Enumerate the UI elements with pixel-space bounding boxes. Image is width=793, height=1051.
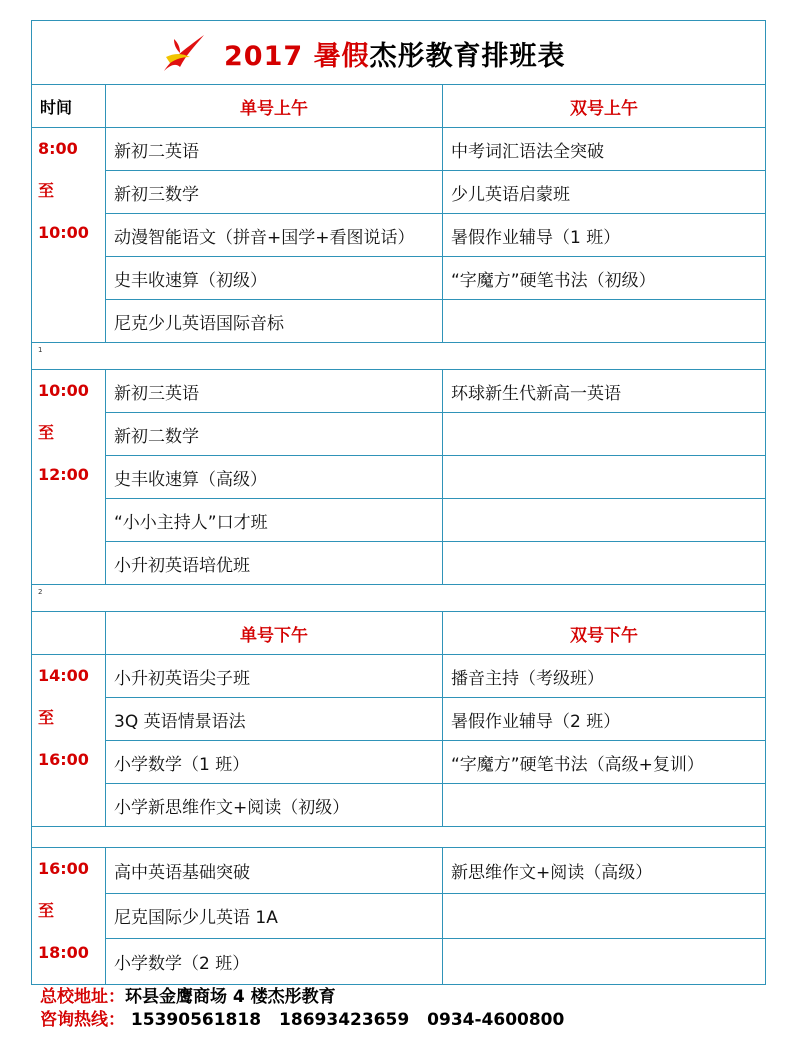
time-start: 8:00 — [38, 139, 78, 158]
time-slot — [32, 370, 106, 585]
class-even: 环球新生代新高一英语 — [443, 370, 766, 413]
time-slot — [32, 655, 106, 827]
time-start: 16:00 — [38, 859, 89, 878]
class-even: 新思维作文+阅读（高级） — [443, 848, 766, 894]
class-odd: 高中英语基础突破 — [106, 848, 443, 894]
class-even — [443, 499, 766, 542]
class-odd: 史丰收速算（初级） — [106, 257, 443, 300]
time-start: 14:00 — [38, 666, 89, 685]
schedule-row — [32, 300, 766, 343]
schedule-sheet — [31, 20, 765, 985]
address-line — [40, 986, 582, 1009]
schedule-row — [32, 698, 766, 741]
class-odd: “小小主持人”口才班 — [106, 499, 443, 542]
class-even — [443, 413, 766, 456]
schedule-row — [32, 655, 766, 698]
header-row-am — [32, 85, 766, 128]
time-to: 至 — [38, 423, 55, 442]
schedule-row — [32, 413, 766, 456]
class-even — [443, 300, 766, 343]
title-season: 暑假 — [313, 40, 370, 72]
schedule-table — [31, 20, 766, 985]
phone-3: 0934-4600800 — [427, 1010, 565, 1030]
class-odd: 3Q 英语情景语法 — [106, 698, 443, 741]
class-even: 中考词汇语法全突破 — [443, 128, 766, 171]
class-odd: 史丰收速算（高级） — [106, 456, 443, 499]
time-slot — [32, 848, 106, 985]
header-even-pm: 双号下午 — [443, 612, 766, 655]
header-row-pm — [32, 612, 766, 655]
hotline-line — [40, 1009, 582, 1032]
separator-row — [32, 827, 766, 848]
class-even: 暑假作业辅导（2 班） — [443, 698, 766, 741]
schedule-row — [32, 542, 766, 585]
footer — [40, 986, 582, 1032]
schedule-row — [32, 784, 766, 827]
class-even — [443, 939, 766, 985]
time-end: 10:00 — [38, 223, 89, 242]
title-cell — [32, 21, 766, 85]
time-end: 12:00 — [38, 465, 89, 484]
phone-2: 18693423659 — [279, 1010, 410, 1030]
schedule-row — [32, 370, 766, 413]
class-even: 暑假作业辅导（1 班） — [443, 214, 766, 257]
hotline-label: 咨询热线： — [40, 1010, 125, 1030]
address-label: 总校地址： — [40, 987, 125, 1007]
page-title — [224, 34, 566, 73]
address-value: 环县金鹰商场 4 楼杰彤教育 — [125, 987, 336, 1007]
separator-row — [32, 343, 766, 370]
class-odd: 新初二数学 — [106, 413, 443, 456]
schedule-row — [32, 741, 766, 784]
title-year: 2017 — [224, 40, 304, 72]
time-to: 至 — [38, 901, 55, 920]
header-time-blank — [32, 612, 106, 655]
class-even: 少儿英语启蒙班 — [443, 171, 766, 214]
class-odd: 小学数学（1 班） — [106, 741, 443, 784]
time-slot — [32, 128, 106, 343]
class-odd: 动漫智能语文（拼音+国学+看图说话） — [106, 214, 443, 257]
class-even — [443, 542, 766, 585]
title-row — [32, 21, 766, 85]
schedule-row — [32, 939, 766, 985]
class-even — [443, 456, 766, 499]
class-odd: 小学数学（2 班） — [106, 939, 443, 985]
class-even: “字魔方”硬笔书法（初级） — [443, 257, 766, 300]
time-end: 18:00 — [38, 943, 89, 962]
header-odd-pm: 单号下午 — [106, 612, 443, 655]
separator-2: 2 — [32, 585, 766, 612]
class-odd: 尼克国际少儿英语 1A — [106, 893, 443, 939]
schedule-row — [32, 499, 766, 542]
schedule-row — [32, 257, 766, 300]
class-odd: 小学新思维作文+阅读（初级） — [106, 784, 443, 827]
schedule-row — [32, 893, 766, 939]
class-odd: 新初三数学 — [106, 171, 443, 214]
schedule-row — [32, 214, 766, 257]
schedule-row — [32, 456, 766, 499]
class-even: “字魔方”硬笔书法（高级+复训） — [443, 741, 766, 784]
class-odd: 新初二英语 — [106, 128, 443, 171]
header-odd-am: 单号上午 — [106, 85, 443, 128]
schedule-row — [32, 848, 766, 894]
class-odd: 新初三英语 — [106, 370, 443, 413]
schedule-row — [32, 128, 766, 171]
phone-1: 15390561818 — [130, 1010, 262, 1030]
class-odd: 小升初英语尖子班 — [106, 655, 443, 698]
schedule-row — [32, 171, 766, 214]
time-to: 至 — [38, 181, 55, 200]
class-odd: 小升初英语培优班 — [106, 542, 443, 585]
title-group — [160, 31, 566, 75]
time-start: 10:00 — [38, 381, 89, 400]
title-rest: 杰彤教育排班表 — [369, 40, 566, 72]
separator-row — [32, 585, 766, 612]
class-even — [443, 893, 766, 939]
header-even-am: 双号上午 — [443, 85, 766, 128]
separator-blank — [32, 827, 766, 848]
class-even — [443, 784, 766, 827]
header-time: 时间 — [32, 85, 106, 128]
class-odd: 尼克少儿英语国际音标 — [106, 300, 443, 343]
time-end: 16:00 — [38, 750, 89, 769]
swoosh-logo-icon — [160, 31, 208, 75]
time-to: 至 — [38, 708, 55, 727]
separator-1: 1 — [32, 343, 766, 370]
class-even: 播音主持（考级班） — [443, 655, 766, 698]
